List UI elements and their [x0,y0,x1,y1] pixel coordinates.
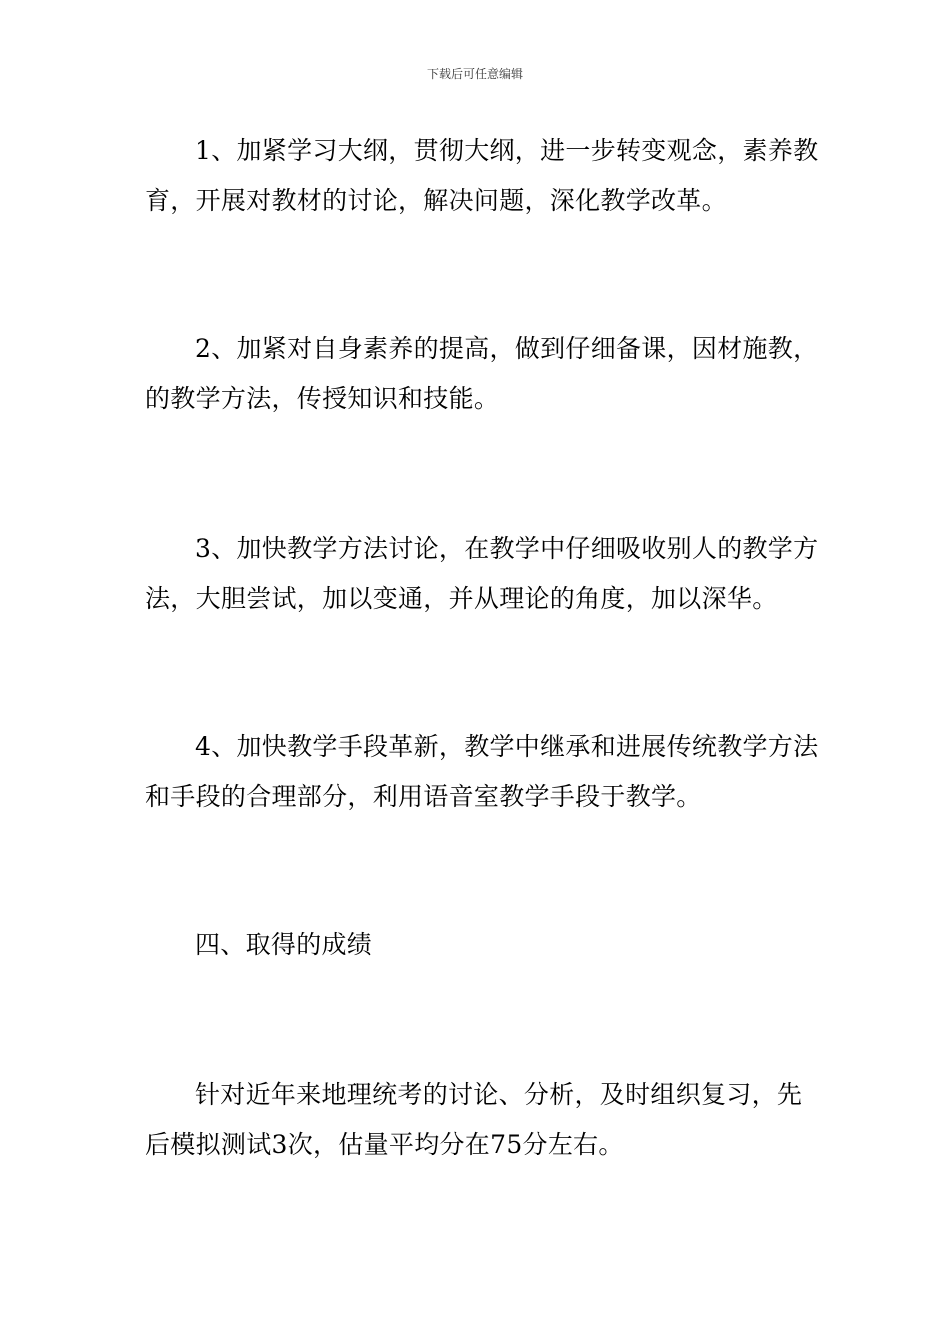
paragraph-3: 3、加快教学方法讨论，在教学中仔细吸收别人的教学方法，大胆尝试，加以变通，并从理论的角度，加以深华。 [145,534,819,613]
paragraph-5: 针对近年来地理统考的讨论、分析，及时组织复习，先后模拟测试3次，估量平均分在75分左右。 [145,1080,803,1159]
paragraph-1: 1、加紧学习大纲，贯彻大纲，进一步转变观念，素养教育，开展对教材的讨论，解决问题，深化教学改革。 [145,136,819,215]
section-heading: 四、取得的成绩 [195,930,373,959]
page-header: 下载后可任意编辑 [426,67,523,81]
paragraph-4: 4、加快教学手段革新，教学中继承和进展传统教学方法和手段的合理部分，利用语音室教学手段于教学。 [145,732,819,811]
paragraph-2: 2、加紧对自身素养的提高，做到仔细备课，因材施教，的教学方法，传授知识和技能。 [145,334,819,413]
